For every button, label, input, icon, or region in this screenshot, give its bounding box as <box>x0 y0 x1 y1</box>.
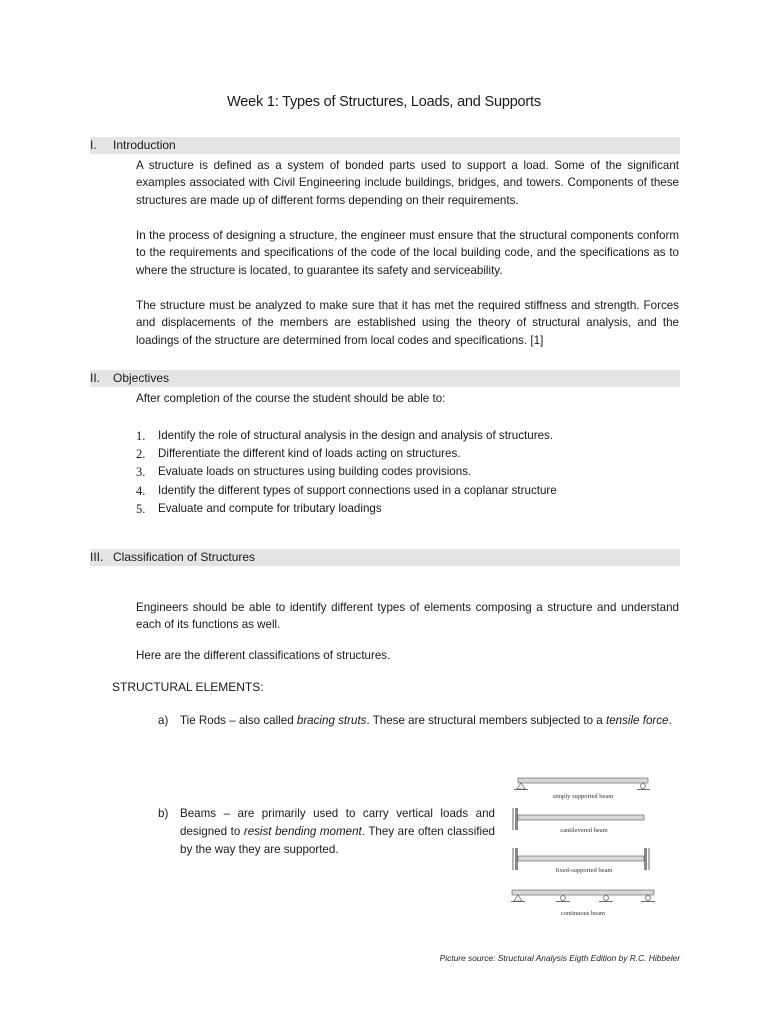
section-header-introduction <box>90 137 680 154</box>
intro-paragraph-2: In the process of designing a structure, the engineer must ensure that the structural components conform to the requirements and specifications of the code of the local building code, and the specifications as to where the structure is located, to guarantee its safety and serviceability. <box>136 229 679 277</box>
structural-elements-heading: STRUCTURAL ELEMENTS: <box>112 680 264 694</box>
list-item: 3. Evaluate loads on structures using building codes provisions. <box>136 465 472 480</box>
item-body: Beams – are primarily used to carry vertical loads and designed to resist bending moment. They are often classified by the way they are supported. <box>180 807 495 857</box>
section-label: Introduction <box>113 138 176 152</box>
caption-cantilevered: cantilevered beam <box>560 827 608 834</box>
section-header-objectives <box>90 370 680 387</box>
beam-types-figure <box>508 772 660 922</box>
item-marker: a) <box>158 714 169 727</box>
section-header-classification <box>90 549 680 566</box>
list-item: 5. Evaluate and compute for tributary loadings <box>136 501 382 516</box>
section-number: I. <box>90 138 97 152</box>
intro-paragraph-1: A structure is defined as a system of bonded parts used to support a load. Some of the significant examples associated with Civil Engineering include buildings, bridges, and towers. Components of these structures are made up of different forms depending on their requirements. <box>136 159 679 207</box>
term: Beams <box>180 807 217 820</box>
objectives-list <box>136 427 679 518</box>
term: Tie Rods <box>180 714 226 727</box>
list-item: 4. Identify the different types of support connections used in a coplanar structure <box>136 483 557 498</box>
item-body: Tie Rods – also called bracing struts. These are structural members subjected to a tensile force. <box>180 714 672 727</box>
caption-continuous: continuous beam <box>560 910 606 917</box>
page-title: Week 1: Types of Structures, Loads, and Supports <box>227 94 541 110</box>
simply-supported-beam-diagram <box>514 778 650 800</box>
picture-source-note: Picture source: Structural Analysis Eigth Edition by R.C. Hibbeler <box>439 953 680 963</box>
objectives-lead: After completion of the course the student should be able to: <box>136 392 446 405</box>
classification-paragraph-1: Engineers should be able to identify different types of elements composing a structure and understand each of its functions as well. <box>136 601 679 632</box>
continuous-beam-diagram <box>511 890 655 917</box>
caption-fixed-supported: fixed-supported beam <box>555 867 613 874</box>
classification-paragraph-2: Here are the different classifications of structures. <box>136 649 391 662</box>
list-item: 1. Identify the role of structural analysis in the design and analysis of structures. <box>136 429 554 443</box>
list-item: 2. Differentiate the different kind of loads acting on structures. <box>136 447 461 462</box>
section-number: III. <box>90 550 104 564</box>
fixed-supported-beam-diagram <box>513 848 649 874</box>
section-label: Objectives <box>113 371 170 385</box>
intro-paragraph-3: The structure must be analyzed to make sure that it has met the required stiffness and strength. Forces and displacements of the members are established using the theory of structural analysis, and the loadings of the structure are determined from local codes and specifications. [1] <box>136 299 679 347</box>
section-number: II. <box>90 371 101 385</box>
section-label: Classification of Structures <box>113 550 256 564</box>
item-marker: b) <box>158 807 169 820</box>
caption-simply-supported: simply supported beam <box>552 793 614 800</box>
cantilevered-beam-diagram <box>513 808 644 834</box>
